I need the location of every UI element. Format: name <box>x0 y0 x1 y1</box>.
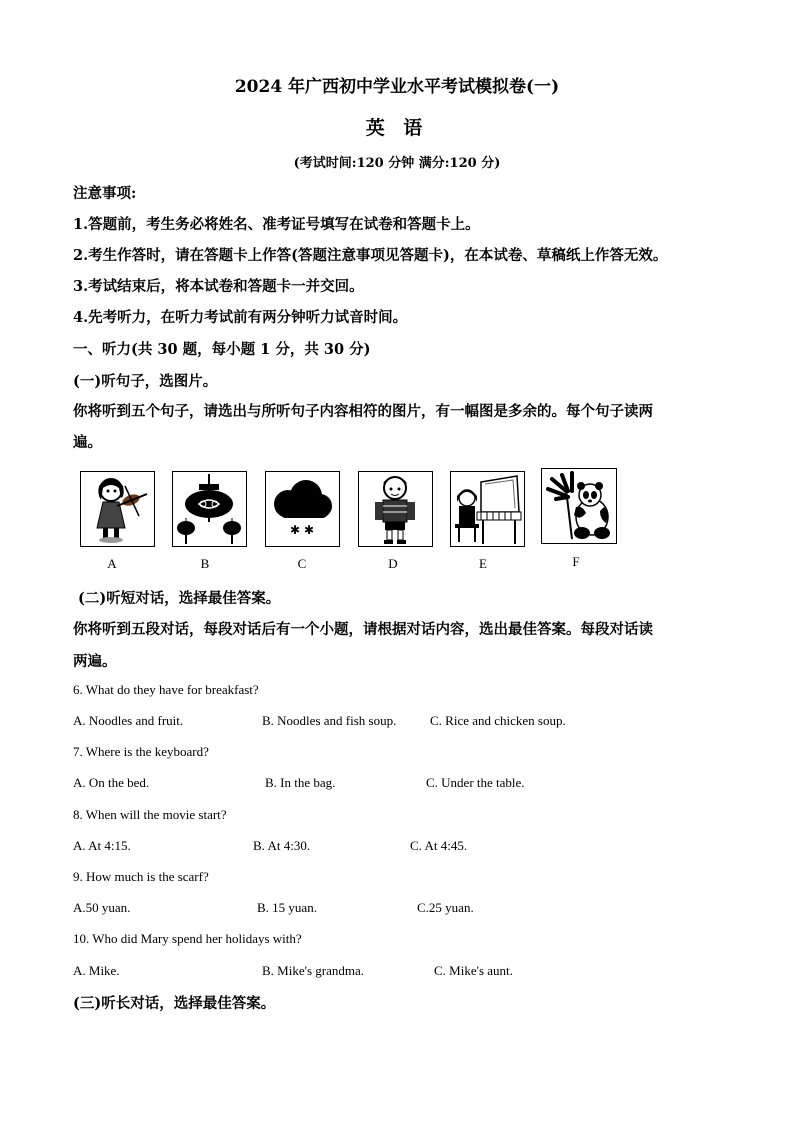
question-7-option-a: A. On the bed. <box>73 775 150 790</box>
lanterns-icon <box>173 472 245 545</box>
picture-label-d: D <box>388 556 398 571</box>
question-6-option-c: C. Rice and chicken soup. <box>430 713 566 728</box>
picture-label-c: C <box>297 556 307 571</box>
part2-heading: (二)听短对话，选择最佳答案。 <box>78 590 281 607</box>
picture-label-e: E <box>479 556 487 571</box>
svg-text:✱: ✱ <box>304 523 315 537</box>
snow-cloud-icon <box>266 472 338 545</box>
question-6-option-a: A. Noodles and fruit. <box>73 713 184 728</box>
notice-item-3: 3.考试结束后，将本试卷和答题卡一并交回。 <box>73 278 364 295</box>
part3-heading: (三)听长对话，选择最佳答案。 <box>73 995 276 1012</box>
notice-item-1: 1.答题前，考生务必将姓名、准考证号填写在试卷和答题卡上。 <box>73 216 480 233</box>
question-10-option-c: C. Mike's aunt. <box>434 963 513 978</box>
part2-instruction-line2: 两遍。 <box>73 653 117 670</box>
question-6-option-b: B. Noodles and fish soup. <box>262 713 397 728</box>
section1-heading: 一、听力(共 30 题，每小题 1 分，共 30 分) <box>73 341 371 358</box>
part1-instruction-line2: 遍。 <box>73 434 102 451</box>
svg-text:✱: ✱ <box>290 523 301 537</box>
notice-item-4: 4.先考听力，在听力考试前有两分钟听力试音时间。 <box>73 309 408 326</box>
question-8-option-a: A. At 4:15. <box>73 838 131 853</box>
violin-girl-icon <box>81 472 153 545</box>
exam-title: 2024 年广西初中学业水平考试模拟卷(一) <box>234 77 560 97</box>
notice-heading: 注意事项: <box>73 185 137 202</box>
picture-label-b: B <box>200 556 210 571</box>
question-9-option-b: B. 15 yuan. <box>257 900 317 915</box>
part2-instruction-line1: 你将听到五段对话，每段对话后有一个小题，请根据对话内容，选出最佳答案。每段对话读 <box>73 621 653 638</box>
question-9: 9. How much is the scarf? <box>73 869 209 884</box>
question-9-option-c: C.25 yuan. <box>417 900 474 915</box>
part1-instruction-line1: 你将听到五个句子，请选出与所听句子内容相符的图片，有一幅图是多余的。每个句子读两 <box>73 403 653 420</box>
question-8-option-c: C. At 4:45. <box>410 838 468 853</box>
part1-heading: (一)听句子，选图片。 <box>73 373 218 390</box>
question-10-option-a: A. Mike. <box>73 963 120 978</box>
panda-bamboo-icon <box>542 469 615 542</box>
question-10: 10. Who did Mary spend her holidays with? <box>73 931 302 946</box>
subject-title: 英 语 <box>365 117 429 139</box>
notice-item-2: 2.考生作答时，请在答题卡上作答(答题注意事项见答题卡)，在本试卷、草稿纸上作答无效。 <box>73 247 668 264</box>
piano-girl-icon <box>451 472 523 545</box>
question-7: 7. Where is the keyboard? <box>73 744 209 759</box>
question-7-option-b: B. In the bag. <box>265 775 336 790</box>
question-8: 8. When will the movie start? <box>73 807 227 822</box>
picture-f <box>541 468 617 544</box>
picture-a <box>80 471 155 547</box>
picture-b <box>172 471 247 547</box>
picture-c <box>265 471 340 547</box>
picture-d <box>358 471 433 547</box>
question-6: 6. What do they have for breakfast? <box>73 682 259 697</box>
question-7-option-c: C. Under the table. <box>426 775 525 790</box>
question-10-option-b: B. Mike's grandma. <box>262 963 364 978</box>
picture-e <box>450 471 525 547</box>
exam-meta: (考试时间:120 分钟 满分:120 分) <box>293 156 501 171</box>
picture-label-a: A <box>107 556 117 571</box>
question-8-option-b: B. At 4:30. <box>253 838 311 853</box>
picture-label-f: F <box>572 554 580 569</box>
question-9-option-a: A.50 yuan. <box>73 900 131 915</box>
boy-icon <box>359 472 431 545</box>
